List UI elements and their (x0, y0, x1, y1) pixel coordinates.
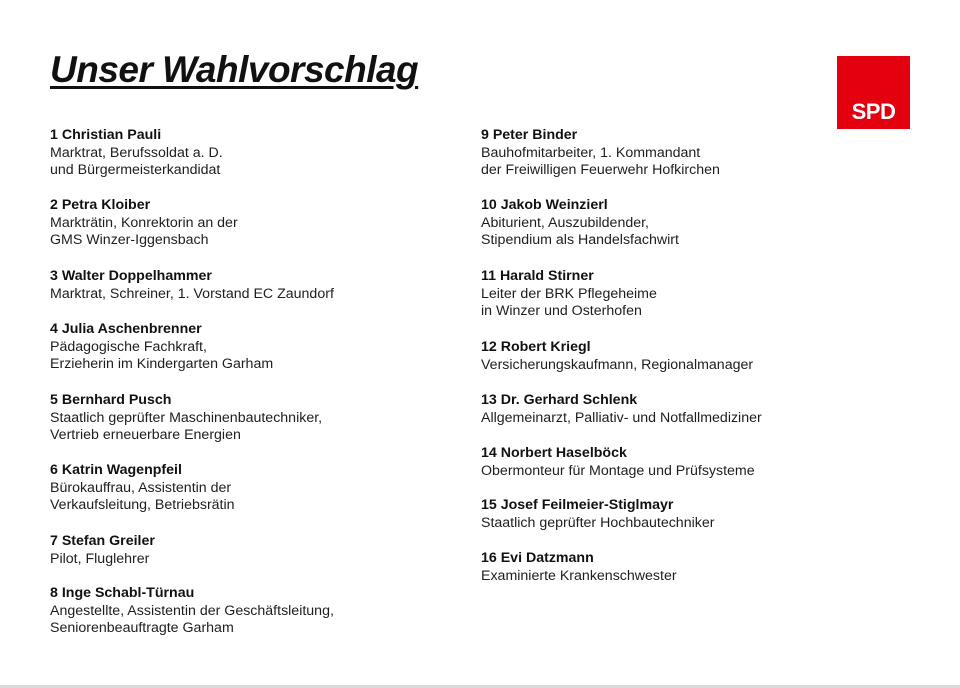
candidate-name: 9 Peter Binder (481, 127, 578, 143)
candidate-role: der Freiwilligen Feuerwehr Hofkirchen (481, 162, 720, 179)
candidate-role: GMS Winzer-Iggensbach (50, 232, 209, 249)
candidate-name: 12 Robert Kriegl (481, 339, 591, 355)
candidate-entry (50, 462, 235, 515)
candidate-entry (481, 392, 762, 427)
candidate-entry (481, 339, 753, 374)
candidate-role: Versicherungskaufmann, Regionalmanager (481, 356, 754, 373)
candidate-role: Examinierte Krankenschwester (481, 567, 677, 584)
candidate-role: Staatlich geprüfter Maschinenbautechniker, (50, 409, 323, 426)
candidate-name: 2 Petra Kloiber (50, 197, 151, 213)
page-title: Unser Wahlvorschlag (50, 49, 419, 90)
candidate-name: 15 Josef Feilmeier-Stiglmayr (481, 497, 674, 513)
candidate-name: 7 Stefan Greiler (50, 533, 155, 549)
candidate-role: Marktrat, Schreiner, 1. Vorstand EC Zaundorf (50, 285, 334, 302)
candidate-entry (50, 533, 155, 568)
spd-logo (837, 56, 910, 129)
candidate-entry (50, 197, 238, 250)
candidate-entry (50, 321, 273, 374)
candidate-name: 5 Bernhard Pusch (50, 392, 172, 408)
candidate-role: Pädagogische Fachkraft, (50, 338, 207, 355)
candidate-role: Seniorenbeauftragte Garham (50, 620, 234, 637)
candidate-name: 6 Katrin Wagenpfeil (50, 462, 182, 478)
candidate-entry (481, 197, 679, 250)
candidate-role: Bürokauffrau, Assistentin der (50, 479, 232, 496)
candidate-role: Stipendium als Handelsfachwirt (481, 232, 679, 249)
candidate-role: Staatlich geprüfter Hochbautechniker (481, 514, 715, 531)
candidate-name: 11 Harald Stirner (481, 268, 594, 284)
candidate-role: Bauhofmitarbeiter, 1. Kommandant (481, 144, 701, 161)
candidate-entry (50, 268, 334, 303)
candidate-name: 4 Julia Aschenbrenner (50, 321, 202, 337)
candidate-role: Pilot, Fluglehrer (50, 550, 150, 567)
candidate-name: 13 Dr. Gerhard Schlenk (481, 392, 638, 408)
candidate-name: 10 Jakob Weinzierl (481, 197, 608, 213)
candidate-entry (50, 585, 334, 638)
candidate-role: Angestellte, Assistentin der Geschäftsleitung, (50, 602, 334, 619)
candidate-role: und Bürgermeisterkandidat (50, 162, 221, 179)
candidate-entry (50, 392, 322, 445)
candidate-entry (481, 127, 720, 180)
candidate-name: 3 Walter Doppelhammer (50, 268, 212, 284)
candidate-name: 14 Norbert Haselböck (481, 445, 627, 461)
candidate-role: Abiturient, Auszubildender, (481, 214, 649, 231)
candidate-role: Verkaufsleitung, Betriebsrätin (50, 497, 235, 514)
candidate-role: in Winzer und Osterhofen (481, 303, 642, 320)
candidate-role: Allgemeinarzt, Palliativ- und Notfallmediziner (481, 409, 762, 426)
candidate-role: Erzieherin im Kindergarten Garham (50, 356, 274, 373)
candidate-role: Obermonteur für Montage und Prüfsysteme (481, 462, 755, 479)
candidate-name: 1 Christian Pauli (50, 127, 162, 143)
logo-text: SPD (851, 99, 896, 124)
candidate-entry (481, 445, 755, 480)
candidate-entry (481, 497, 714, 532)
candidate-entry (481, 550, 677, 585)
candidate-entry (50, 127, 223, 180)
candidate-role: Marktrat, Berufssoldat a. D. (50, 144, 223, 161)
candidate-name: 16 Evi Datzmann (481, 550, 594, 566)
candidate-name: 8 Inge Schabl-Türnau (50, 585, 195, 601)
candidate-role: Vertrieb erneuerbare Energien (50, 427, 241, 444)
candidate-entry (481, 268, 657, 321)
candidate-role: Markträtin, Konrektorin an der (50, 214, 238, 231)
candidate-role: Leiter der BRK Pflegeheime (481, 285, 657, 302)
